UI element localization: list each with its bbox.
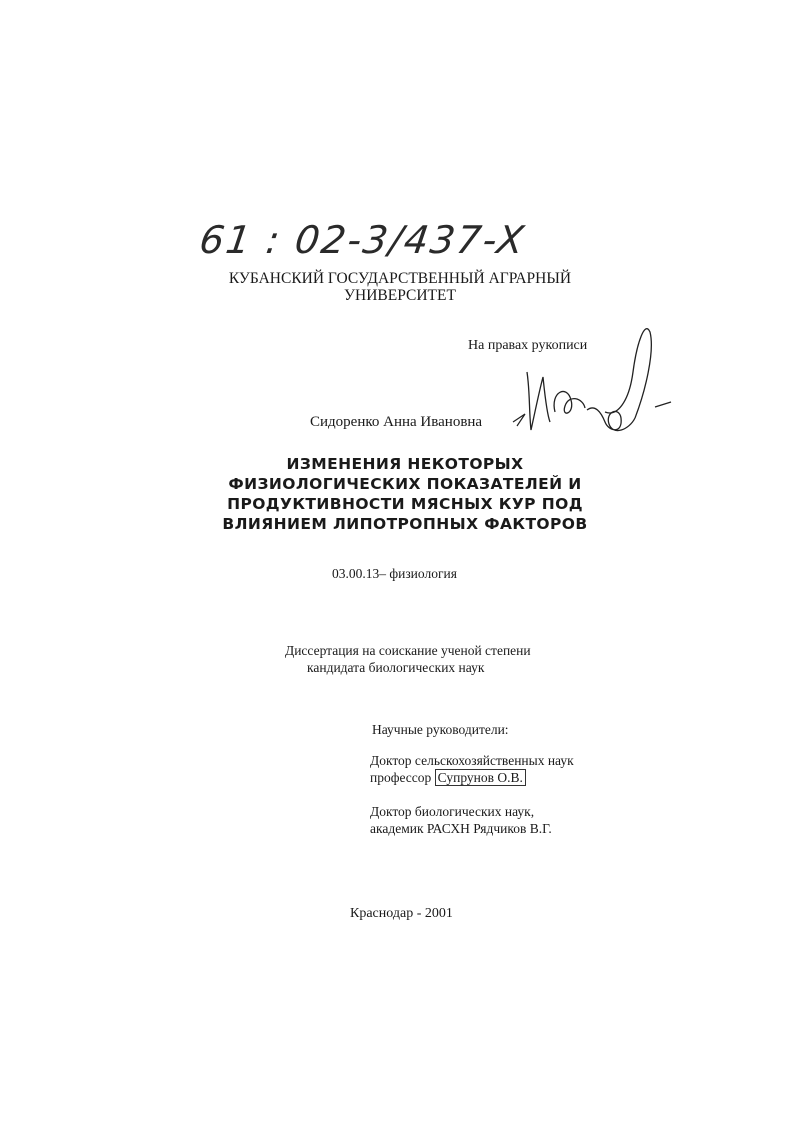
advisor-2	[370, 803, 552, 837]
advisors-heading: Научные руководители:	[372, 722, 509, 737]
title-line-4: ВЛИЯНИЕМ ЛИПОТРОПНЫХ ФАКТОРОВ	[222, 515, 588, 533]
degree-line-2: кандидата биологических наук	[307, 660, 485, 675]
advisor-1-title: профессор	[370, 770, 432, 785]
handwritten-signature	[505, 322, 675, 447]
university-line-2: УНИВЕРСИТЕТ	[344, 287, 456, 304]
degree-line-1: Диссертация на соискание ученой степени	[285, 643, 531, 658]
author-name: Сидоренко Анна Ивановна	[310, 414, 483, 430]
title-line-3: ПРОДУКТИВНОСТИ МЯСНЫХ КУР ПОД	[227, 495, 583, 513]
advisor-1-degree: Доктор сельскохозяйственных наук	[370, 753, 574, 768]
advisor-1-name: Супрунов О.В.	[435, 769, 526, 786]
university-line-1: КУБАНСКИЙ ГОСУДАРСТВЕННЫЙ АГРАРНЫЙ	[228, 270, 572, 287]
advisor-2-rank-name: академик РАСХН Рядчиков В.Г.	[370, 821, 552, 836]
advisor-1	[370, 752, 574, 786]
advisor-2-degree: Доктор биологических наук,	[370, 804, 535, 819]
title-line-2: ФИЗИОЛОГИЧЕСКИХ ПОКАЗАТЕЛЕЙ И	[228, 475, 582, 493]
manuscript-rights-note: На правах рукописи	[468, 338, 588, 353]
university-name	[200, 270, 600, 304]
city-year: Краснодар - 2001	[350, 906, 453, 921]
specialty-code: 03.00.13– физиология	[332, 566, 457, 581]
degree-statement	[285, 642, 531, 676]
advisor-1-title-name	[370, 769, 574, 786]
title-line-1: ИЗМЕНЕНИЯ НЕКОТОРЫХ	[286, 455, 524, 473]
dissertation-title	[205, 454, 605, 534]
handwritten-catalog-stamp: 61 : 02-3/437-X	[196, 218, 529, 262]
